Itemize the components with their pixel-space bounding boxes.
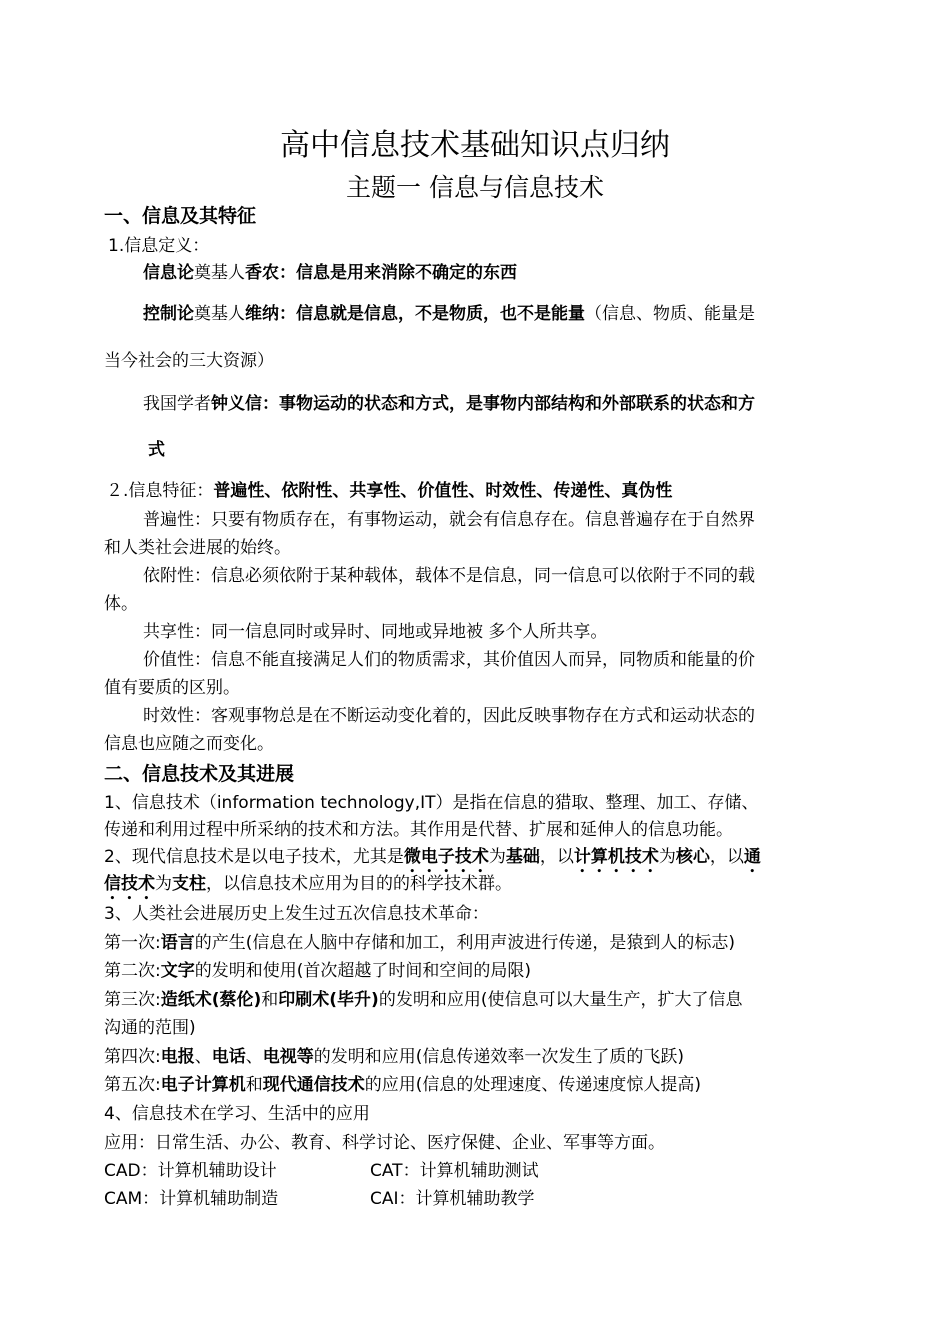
wiener-definition-cont: 当今社会的三大资源） [104,351,274,371]
feature-timely-cont: 信息也应随之而变化。 [104,734,274,754]
definition-label: 1.信息定义： [108,236,210,256]
applications-list: 应用：日常生活、办公、教育、科学讨论、医疗保健、企业、军事等方面。 [104,1133,665,1153]
revolutions-intro: 3、人类社会进展历史上发生过五次信息技术革命： [104,904,489,924]
revolution-1: 第一次:语言的产生(信息在人脑中存储和加工，利用声波进行传递，是猿到人的标志) [104,933,735,953]
abbr-row [104,1160,704,1182]
feature-dependent-cont: 体。 [104,594,138,614]
applications-heading: 4、信息技术在学习、生活中的应用 [104,1104,370,1124]
modern-it-cont: 信技术为支柱，以信息技术应用为目的的科学技术群。 [104,874,512,894]
feature-value: 价值性：信息不能直接满足人们的物质需求，其价值因人而异，同物质和能量的价 [143,650,755,670]
revolution-3-cont: 沟通的范围) [104,1018,196,1038]
shannon-definition: 信息论奠基人香农：信息是用来消除不确定的东西 [143,263,517,283]
feature-universal-cont: 和人类社会进展的始终。 [104,538,291,558]
zhong-definition-cont: 式 [148,440,165,460]
feature-universal: 普遍性：只要有物质存在，有事物运动，就会有信息存在。信息普遍存在于自然界 [143,510,755,530]
feature-value-cont: 值有要质的区别。 [104,678,240,698]
page-subtitle: 主题一 信息与信息技术 [346,173,604,202]
it-definition-cont: 传递和利用过程中所采纳的技术和方法。其作用是代替、扩展和延伸人的信息功能。 [104,820,733,840]
modern-it: 2、现代信息技术是以电子技术，尤其是微电子技术为基础，以计算机技术为核心，以通 [104,847,761,867]
page-title: 高中信息技术基础知识点归纳 [280,128,670,163]
revolution-3: 第三次:造纸术(蔡伦)和印刷术(毕升)的发明和应用(使信息可以大量生产，扩大了信息 [104,990,743,1010]
feature-timely: 时效性：客观事物总是在不断运动变化着的，因此反映事物存在方式和运动状态的 [143,706,755,726]
wiener-definition: 控制论奠基人维纳：信息就是信息，不是物质，也不是能量（信息、物质、能量是 [143,304,755,324]
feature-dependent: 依附性：信息必须依附于某种载体，载体不是信息，同一信息可以依附于不同的载 [143,566,755,586]
features-line: ２.信息特征：普遍性、依附性、共享性、价值性、时效性、传递性、真伪性 [106,481,673,501]
it-definition: 1、信息技术（information technology,IT）是指在信息的猎取、整理、加工、存储、 [104,793,759,813]
revolution-4: 第四次:电报、电话、电视等的发明和应用(信息传递效率一次发生了质的飞跃) [104,1047,684,1067]
revolution-2: 第二次:文字的发明和使用(首次超越了时间和空间的局限) [104,961,531,981]
abbr-cad: CAD：计算机辅助设计 [104,1161,277,1181]
revolution-5: 第五次:电子计算机和现代通信技术的应用(信息的处理速度、传递速度惊人提高) [104,1075,701,1095]
abbr-cat: CAT：计算机辅助测试 [370,1161,539,1181]
section1-heading: 一、信息及其特征 [104,205,257,227]
feature-shared: 共享性：同一信息同时或异时、同地或异地被 多个人所共享。 [143,622,608,642]
zhong-definition: 我国学者钟义信：事物运动的状态和方式，是事物内部结构和外部联系的状态和方 [143,394,755,414]
abbr-cai: CAI：计算机辅助教学 [370,1189,535,1209]
abbr-row [104,1188,704,1210]
section2-heading: 二、信息技术及其进展 [104,763,295,785]
abbr-cam: CAM：计算机辅助制造 [104,1189,279,1209]
